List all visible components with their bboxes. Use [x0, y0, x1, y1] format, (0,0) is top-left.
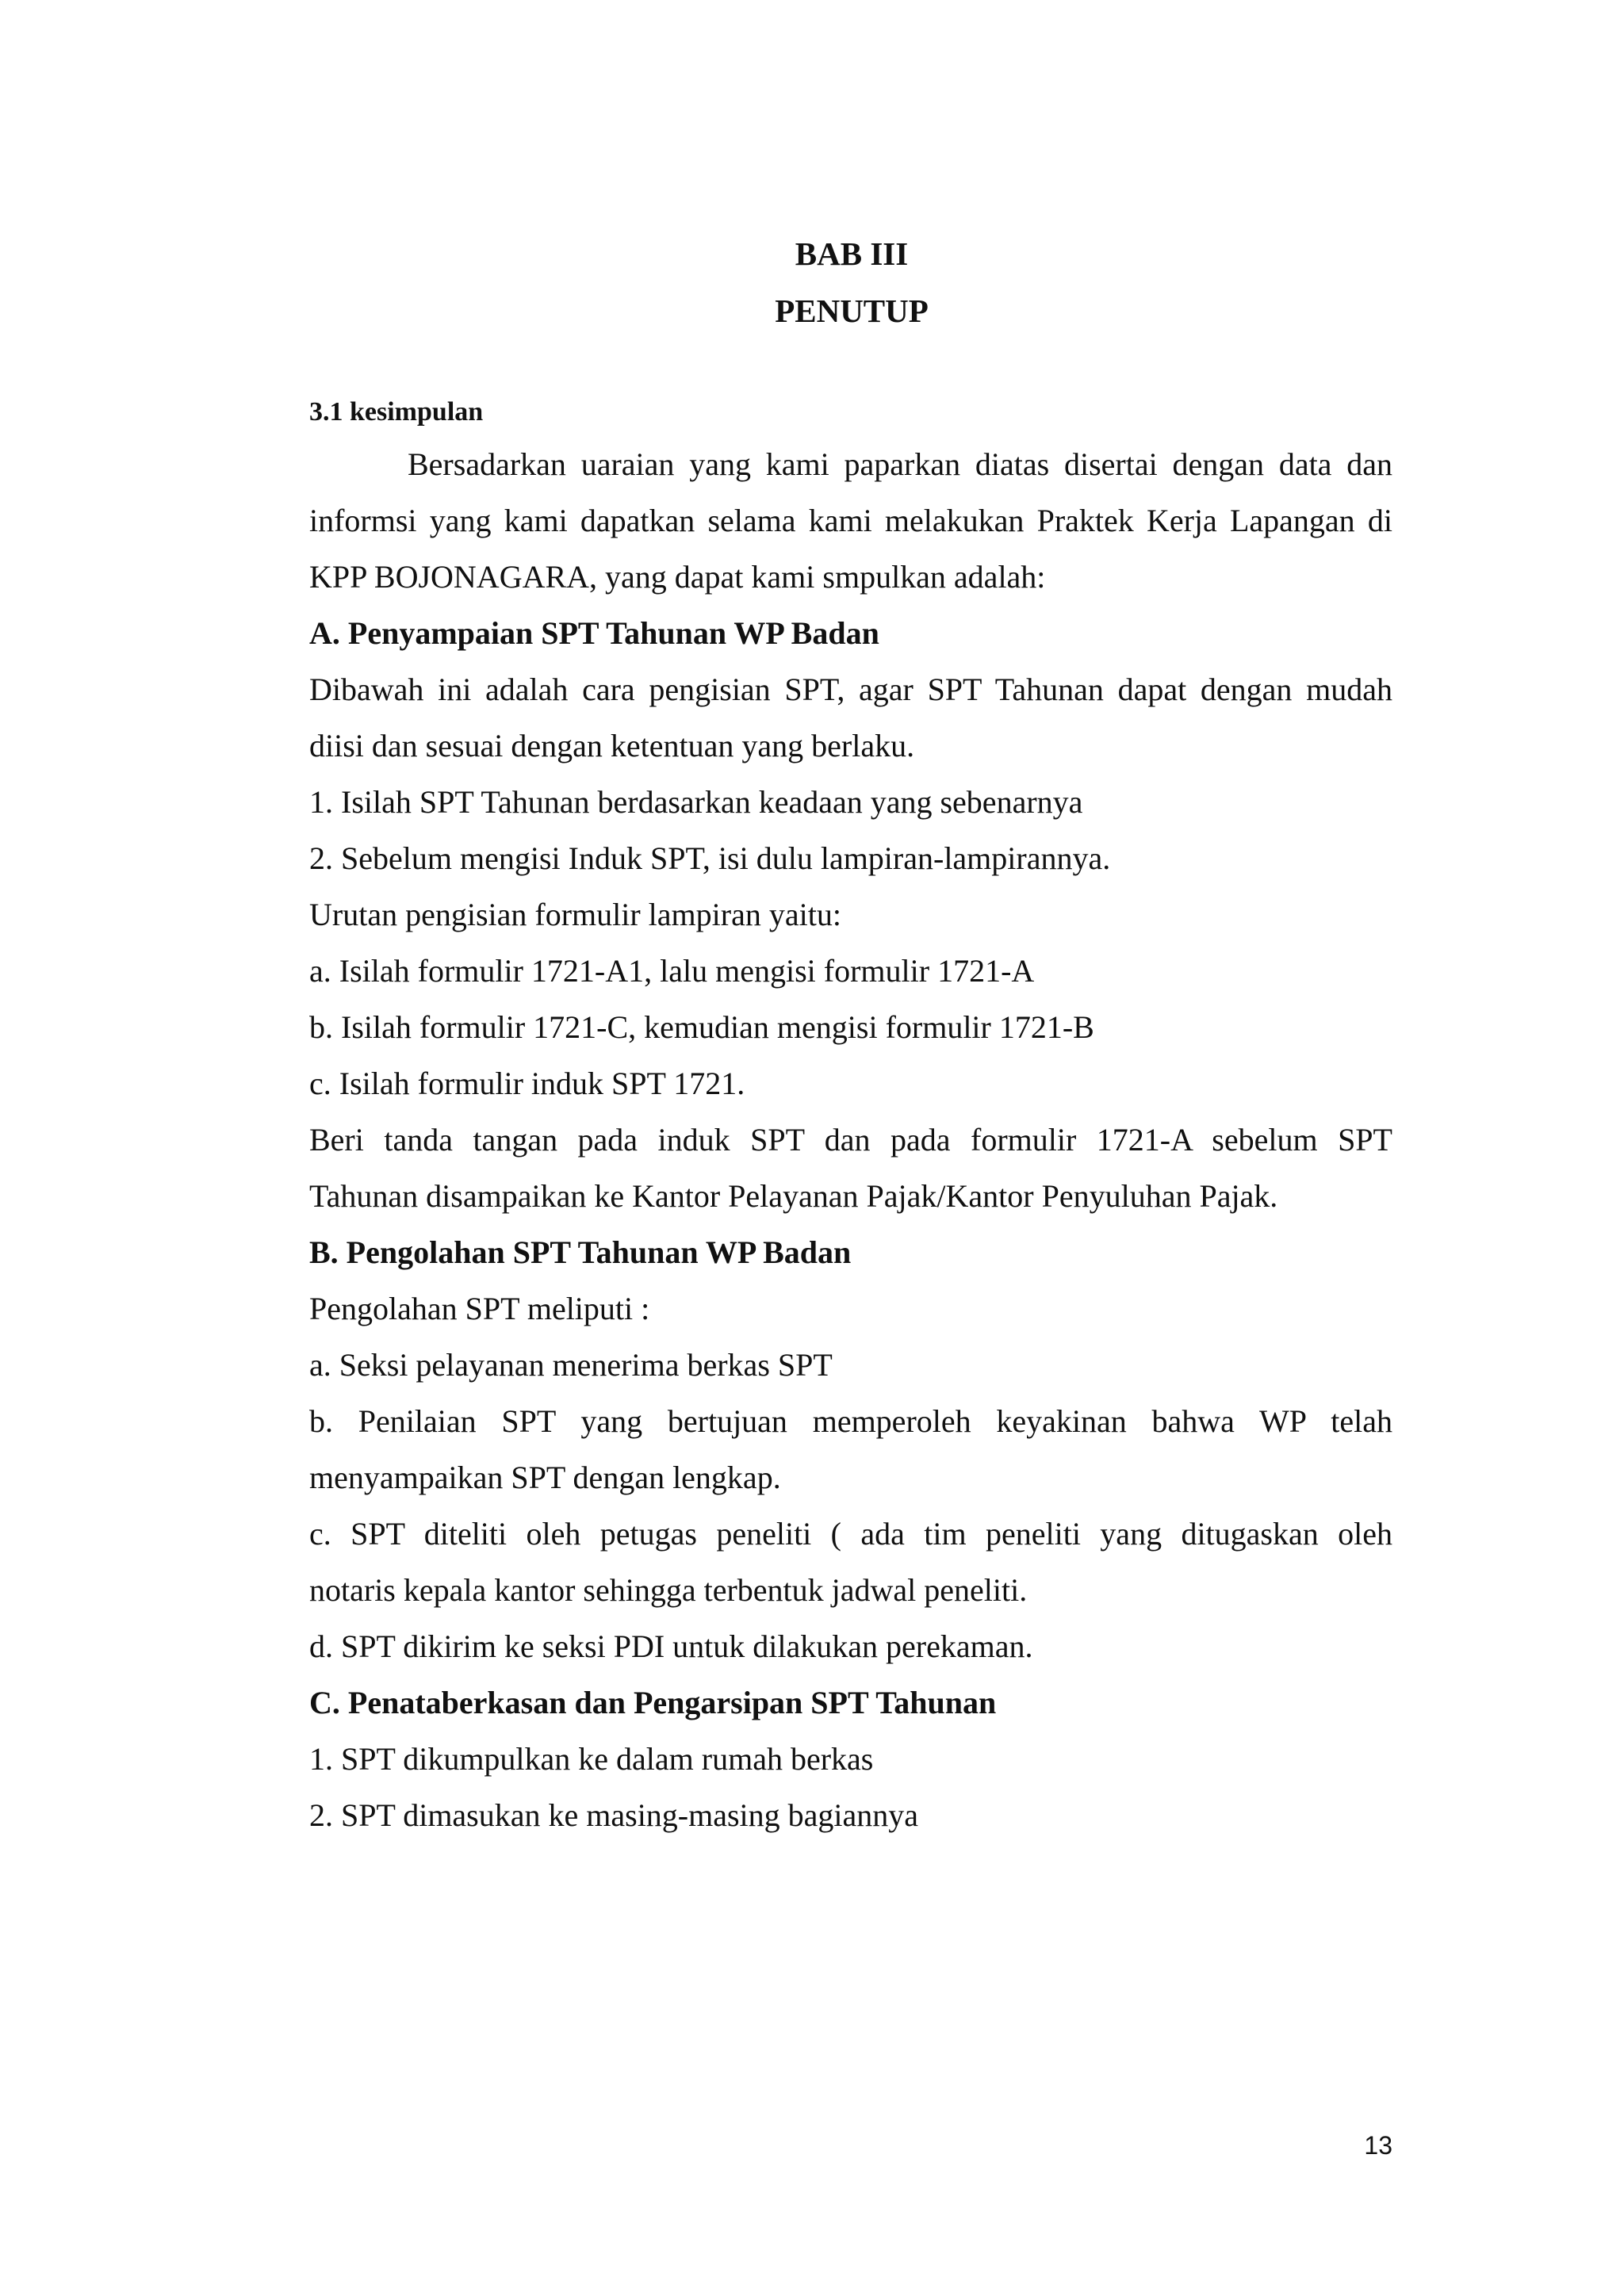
list-item: 1. SPT dikumpulkan ke dalam rumah berkas — [309, 1741, 874, 1777]
paragraph-line: Bersadarkan uaraian yang kami paparkan diatas disertai dengan data dan — [408, 446, 1392, 482]
list-item: d. SPT dikirim ke seksi PDI untuk dilakukan perekaman. — [309, 1628, 1033, 1664]
paragraph-line: Pengolahan SPT meliputi : — [309, 1291, 650, 1326]
list-item: c. Isilah formulir induk SPT 1721. — [309, 1066, 745, 1101]
body-text — [309, 388, 1392, 1843]
paragraph-line: informsi yang kami dapatkan selama kami melakukan Praktek Kerja Lapangan di — [309, 503, 1392, 538]
list-item: 1. Isilah SPT Tahunan berdasarkan keadaan yang sebenarnya — [309, 784, 1083, 820]
subsection-heading-b: B. Pengolahan SPT Tahunan WP Badan — [309, 1234, 852, 1270]
paragraph-line: Urutan pengisian formulir lampiran yaitu: — [309, 897, 841, 932]
chapter-title: PENUTUP — [775, 293, 929, 329]
list-item: a. Isilah formulir 1721-A1, lalu mengisi formulir 1721-A — [309, 953, 1035, 989]
paragraph-line: KPP BOJONAGARA, yang dapat kami smpulkan adalah: — [309, 559, 1046, 595]
paragraph-line: Dibawah ini adalah cara pengisian SPT, agar SPT Tahunan dapat dengan mudah — [309, 672, 1392, 707]
page-number: 13 — [1364, 2131, 1392, 2160]
section-heading: 3.1 kesimpulan — [309, 397, 484, 427]
list-item: b. Penilaian SPT yang bertujuan memperoleh keyakinan bahwa WP telah — [309, 1403, 1392, 1439]
subsection-heading-c: C. Penataberkasan dan Pengarsipan SPT Tahunan — [309, 1685, 997, 1720]
paragraph-line: diisi dan sesuai dengan ketentuan yang berlaku. — [309, 728, 915, 763]
paragraph-line: Tahunan disampaikan ke Kantor Pelayanan Pajak/Kantor Penyuluhan Pajak. — [309, 1178, 1278, 1214]
list-item: b. Isilah formulir 1721-C, kemudian mengisi formulir 1721-B — [309, 1009, 1094, 1045]
list-item: a. Seksi pelayanan menerima berkas SPT — [309, 1347, 833, 1383]
list-item: c. SPT diteliti oleh petugas peneliti ( ada tim peneliti yang ditugaskan oleh — [309, 1516, 1392, 1552]
paragraph-line: Beri tanda tangan pada induk SPT dan pada formulir 1721-A sebelum SPT — [309, 1122, 1392, 1158]
subsection-heading-a: A. Penyampaian SPT Tahunan WP Badan — [309, 615, 879, 651]
list-item: 2. SPT dimasukan ke masing-masing bagiannya — [309, 1797, 919, 1833]
list-item: 2. Sebelum mengisi Induk SPT, isi dulu lampiran-lampirannya. — [309, 840, 1111, 876]
chapter-number: BAB III — [795, 235, 909, 272]
paragraph-line: menyampaikan SPT dengan lengkap. — [309, 1460, 781, 1495]
paragraph-line: notaris kepala kantor sehingga terbentuk jadwal peneliti. — [309, 1572, 1028, 1608]
